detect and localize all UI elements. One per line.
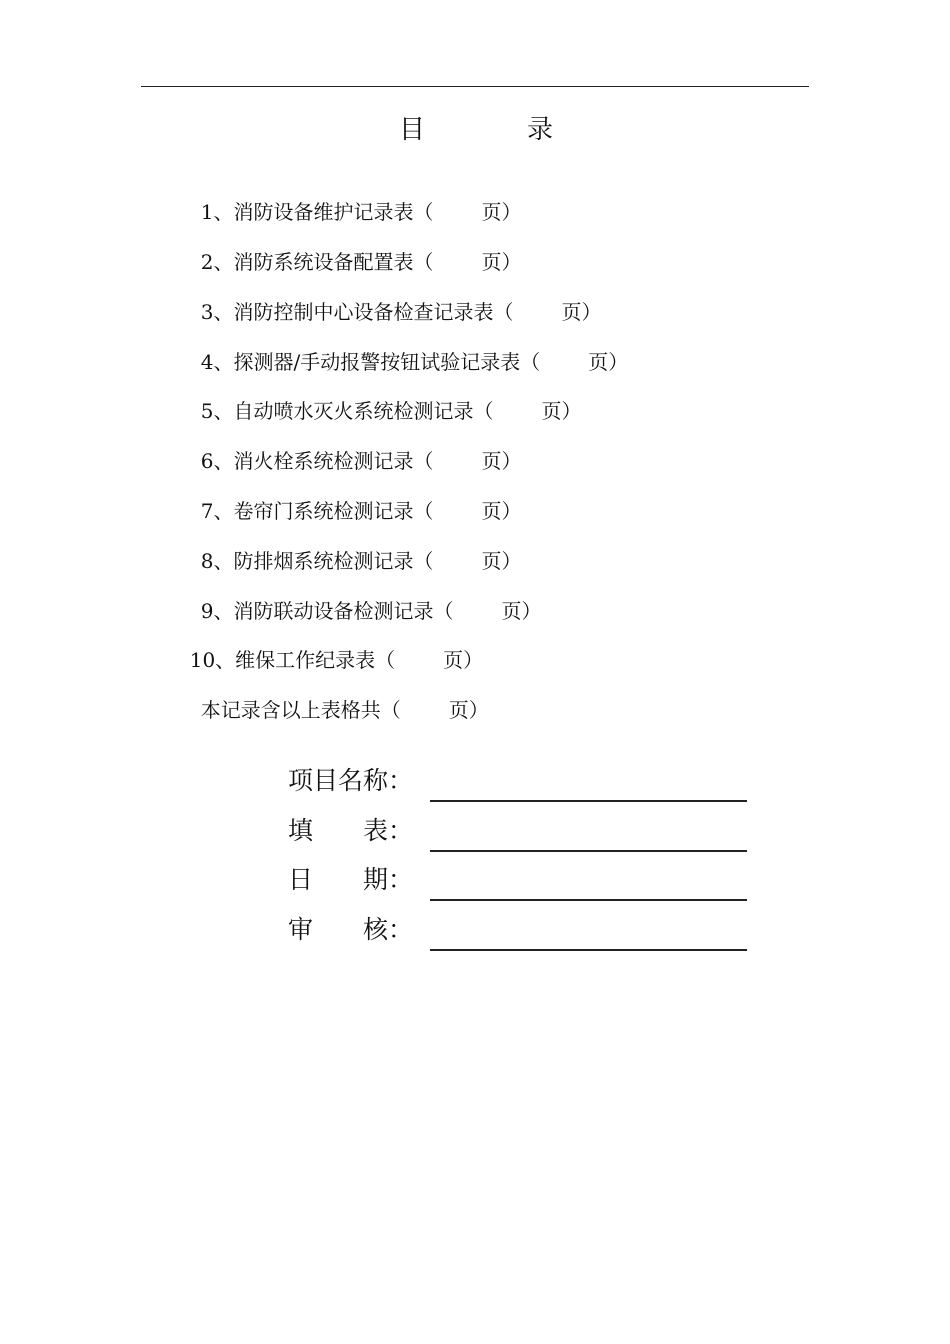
toc-text: 卷帘门系统检测记录（: [233, 499, 434, 523]
toc-summary: [188, 671, 489, 722]
toc-text: 消防设备维护记录表（: [233, 200, 434, 224]
reviewer-label: 审 核：: [288, 915, 414, 944]
toc-number: 3、: [200, 300, 234, 324]
reviewer-field[interactable]: [430, 949, 747, 951]
project-name-label: 项目名称：: [288, 766, 414, 795]
toc-text: 探测器/手动报警按钮试验记录表（: [233, 350, 541, 374]
toc-number: 10、: [189, 648, 236, 672]
toc-page-suffix: 页）: [481, 250, 522, 274]
toc-text: 维保工作纪录表（: [235, 648, 396, 672]
form-row-filler: [288, 812, 748, 852]
toc-item-1: [188, 173, 522, 224]
toc-text: 自动喷水灭火系统检测记录（: [233, 399, 494, 423]
toc-number: 7、: [200, 499, 234, 523]
toc-item-4: [188, 323, 629, 374]
form-row-date: [288, 861, 748, 901]
toc-text: 消防控制中心设备检查记录表（: [233, 300, 514, 324]
filler-field[interactable]: [430, 850, 747, 852]
toc-number: 9、: [200, 599, 234, 623]
project-name-field[interactable]: [430, 800, 747, 802]
toc-number: 6、: [200, 449, 234, 473]
toc-page-suffix: 页）: [481, 499, 522, 523]
toc-item-7: [188, 472, 522, 523]
toc-item-2: [188, 223, 522, 274]
toc-text: 消防系统设备配置表（: [233, 250, 434, 274]
toc-text: 防排烟系统检测记录（: [233, 549, 434, 573]
toc-number: 1、: [200, 200, 234, 224]
toc-item-5: [188, 372, 582, 423]
toc-page-suffix: 页）: [481, 549, 522, 573]
toc-page-suffix: 页）: [561, 300, 602, 324]
toc-item-9: [188, 572, 542, 623]
toc-page-suffix: 页）: [501, 599, 542, 623]
summary-text: 本记录含以上表格共（: [200, 698, 401, 722]
form-row-project-name: [288, 762, 748, 802]
filler-label: 填 表：: [288, 816, 414, 845]
toc-item-6: [188, 422, 522, 473]
toc-number: 8、: [200, 549, 234, 573]
title-char-2: 录: [527, 115, 554, 145]
toc-item-8: [188, 522, 522, 573]
toc-page-suffix: 页）: [443, 648, 484, 672]
toc-number: 4、: [200, 350, 234, 374]
toc-item-10: [177, 621, 484, 672]
toc-page-suffix: 页）: [588, 350, 629, 374]
title-char-1: 目: [399, 115, 426, 145]
header-rule: [141, 86, 809, 87]
toc-text: 消防联动设备检测记录（: [233, 599, 454, 623]
toc-number: 2、: [200, 250, 234, 274]
form-row-reviewer: [288, 911, 748, 951]
summary-page-suffix: 页）: [448, 698, 489, 722]
toc-text: 消火栓系统检测记录（: [233, 449, 434, 473]
toc-page-suffix: 页）: [541, 399, 582, 423]
date-label: 日 期：: [288, 865, 414, 894]
toc-page-suffix: 页）: [481, 200, 522, 224]
toc-page-suffix: 页）: [481, 449, 522, 473]
toc-number: 5、: [200, 399, 234, 423]
date-field[interactable]: [430, 899, 747, 901]
toc-item-3: [188, 273, 602, 324]
